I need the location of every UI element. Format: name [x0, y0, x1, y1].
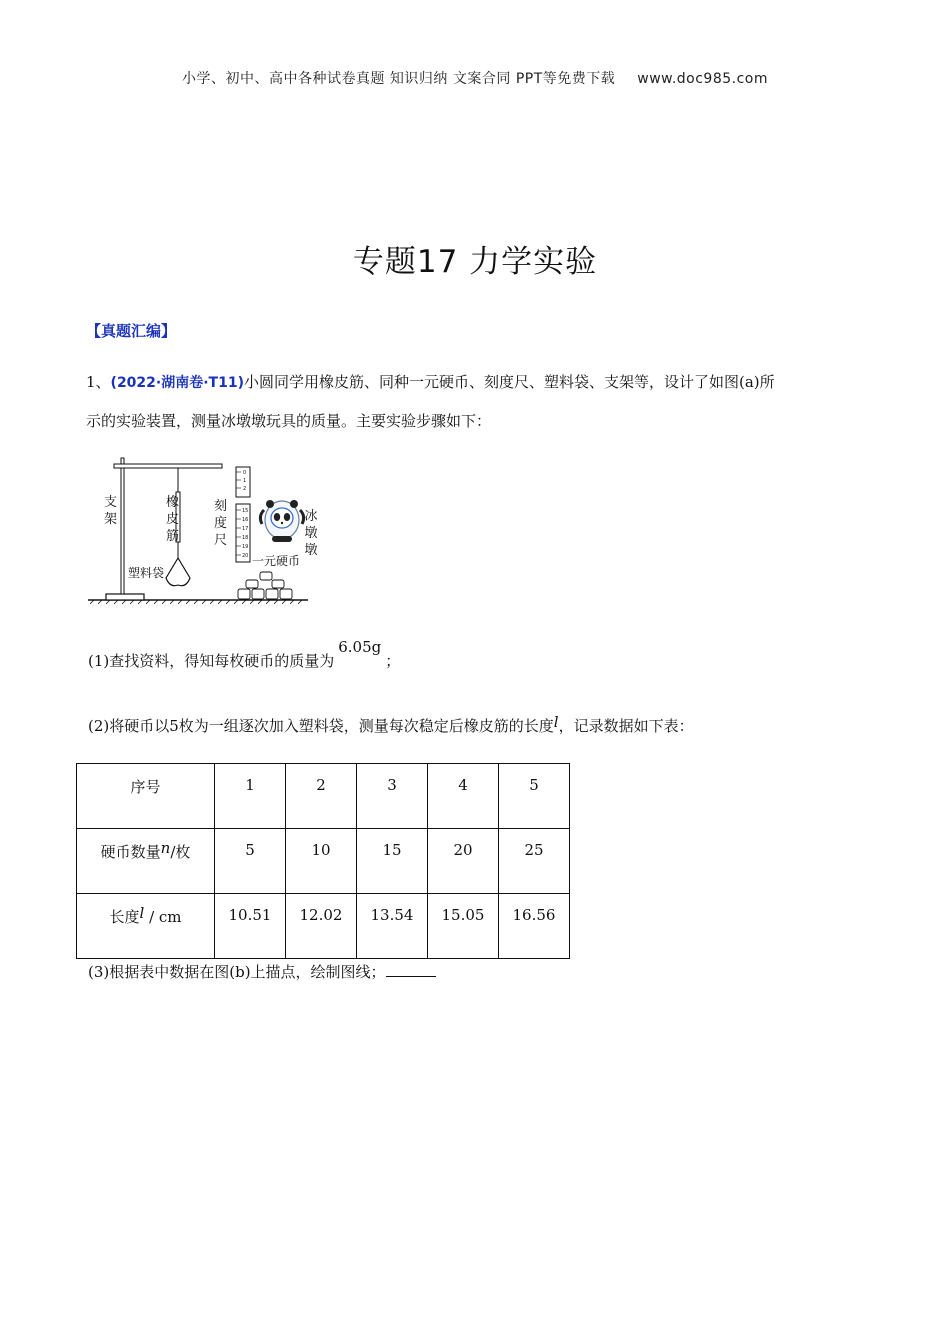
- label-doll-3: 墩: [304, 543, 318, 558]
- question-number: 1、: [86, 373, 111, 391]
- ruler-tick: 19: [242, 544, 249, 550]
- table-cell: 16.56: [499, 894, 570, 959]
- ruler-tick: 0: [243, 470, 247, 476]
- table-cell: 2: [286, 764, 357, 829]
- table-cell: 20: [428, 829, 499, 894]
- table-cell: 5: [215, 829, 286, 894]
- step-2-prefix: (2)将硬币以5枚为一组逐次加入塑料袋，测量每次稳定后橡皮筋的长度: [88, 717, 554, 735]
- length-header-prefix: 长度: [109, 908, 140, 926]
- question-text-1: 小圆同学用橡皮筋、同种一元硬币、刻度尺、塑料袋、支架等，设计了如图(a)所: [243, 373, 775, 391]
- table-cell: 15: [357, 829, 428, 894]
- table-cell: 10: [286, 829, 357, 894]
- step-1-suffix: ；: [385, 652, 401, 670]
- step-1: [88, 638, 401, 671]
- ruler-tick: 2: [243, 486, 247, 492]
- label-ruler-1: 刻: [214, 499, 228, 514]
- coin-mass-value: 6.05g: [338, 638, 382, 656]
- table-cell: 5: [499, 764, 570, 829]
- page-header: [0, 68, 950, 88]
- label-ruler-2: 度: [214, 516, 228, 531]
- table-row: [77, 764, 570, 829]
- plastic-bag-icon: [166, 558, 190, 586]
- data-table: [76, 763, 570, 959]
- row-header-count: [77, 829, 215, 894]
- answer-blank[interactable]: [386, 962, 436, 977]
- label-rubber-2: 皮: [166, 512, 180, 527]
- table-cell: 15.05: [428, 894, 499, 959]
- ruler-tick: 20: [242, 553, 249, 559]
- coin-stacks: [238, 572, 292, 599]
- table-row: [77, 894, 570, 959]
- step-2: [88, 715, 694, 736]
- count-header-unit: /枚: [170, 843, 191, 861]
- table-cell: 25: [499, 829, 570, 894]
- label-rubber-3: 筋: [166, 529, 180, 544]
- label-coin: 一元硬币: [252, 554, 301, 568]
- label-doll-2: 墩: [304, 526, 318, 541]
- question-line-1: [86, 371, 876, 394]
- step-3-text: (3)根据表中数据在图(b)上描点，绘制图线；: [88, 963, 386, 981]
- table-cell: 4: [428, 764, 499, 829]
- row-header-length: [77, 894, 215, 959]
- table-cell: 12.02: [286, 894, 357, 959]
- label-rubber-1: 橡: [166, 495, 180, 510]
- length-header-unit: / cm: [149, 908, 182, 926]
- question-line-2: 示的实验装置，测量冰墩墩玩具的质量。主要实验步骤如下：: [86, 412, 492, 430]
- table-cell: 3: [357, 764, 428, 829]
- apparatus-figure: [86, 452, 316, 612]
- label-bag: 塑料袋: [128, 566, 165, 580]
- label-stand-2: 架: [104, 512, 118, 527]
- table-cell: 13.54: [357, 894, 428, 959]
- label-ruler-3: 尺: [214, 533, 228, 548]
- mascot-icon: [260, 500, 303, 542]
- table-cell: 10.51: [215, 894, 286, 959]
- table-cell: 1: [215, 764, 286, 829]
- row-header-index: 序号: [77, 764, 215, 829]
- label-stand-1: 支: [104, 495, 118, 510]
- section-label: 【真题汇编】: [86, 322, 177, 340]
- ruler: [236, 467, 250, 562]
- step-3: [88, 961, 436, 982]
- ruler-tick: 18: [242, 535, 249, 541]
- question-source: (2022·湖南卷·T11): [110, 375, 244, 391]
- count-header-prefix: 硬币数量: [100, 843, 161, 861]
- page-title: 专题17 力学实验: [352, 244, 598, 280]
- step-2-suffix: ，记录数据如下表：: [558, 717, 694, 735]
- header-site-link[interactable]: www.doc985.com: [637, 71, 769, 87]
- ruler-tick: 17: [242, 526, 249, 532]
- table-row: [77, 829, 570, 894]
- ruler-tick: 15: [242, 508, 249, 514]
- length-variable: l: [553, 713, 559, 731]
- header-text: 小学、初中、高中各种试卷真题 知识归纳 文案合同 PPT等免费下载: [181, 71, 616, 87]
- count-variable: n: [160, 839, 171, 857]
- length-header-variable: l: [139, 904, 145, 922]
- label-doll-1: 冰: [304, 509, 318, 524]
- ruler-tick: 1: [243, 478, 247, 484]
- step-1-prefix: (1)查找资料，得知每枚硬币的质量为: [88, 652, 335, 670]
- ruler-tick: 16: [242, 517, 249, 523]
